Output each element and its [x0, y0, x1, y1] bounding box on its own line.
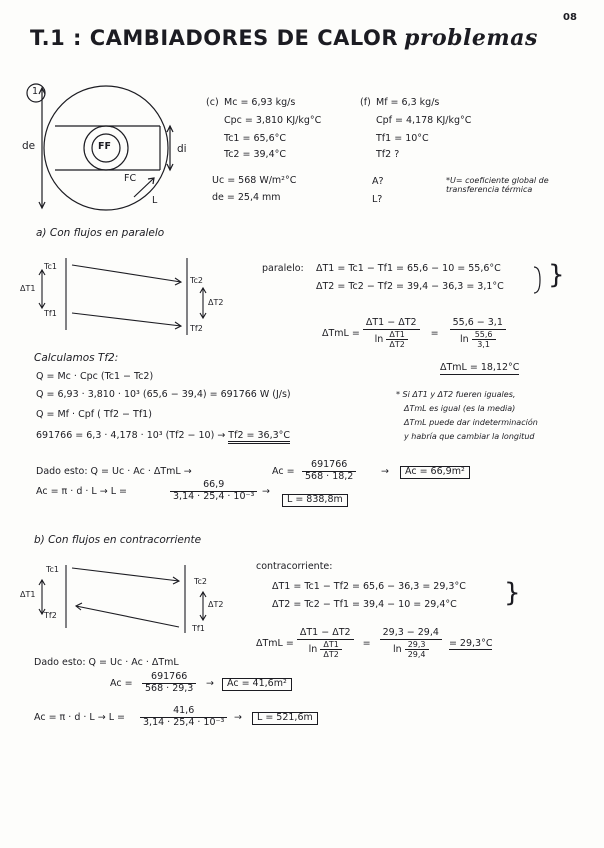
hot-de: de = 25,4 mm — [212, 192, 281, 203]
pa-frac1-den — [363, 330, 420, 349]
title-main: T.1 : CAMBIADORES DE CALOR — [30, 26, 399, 50]
pb-frac2-inner — [405, 640, 429, 659]
pa-frac1-num: ΔT1 − ΔT2 — [363, 318, 420, 330]
pb-l-frac — [140, 706, 227, 729]
pa-ac-formula: Ac = π · d · L → L = — [36, 486, 127, 497]
pa-q4 — [36, 431, 290, 442]
pa-frac2-inner-num: 55,6 — [472, 330, 496, 340]
pb-dt2-eq: ΔT2 = Tc2 − Tf1 = 39,4 − 10 = 29,4°C — [272, 599, 457, 610]
pa-ac-num: 691766 — [302, 460, 356, 472]
pb-frac1-ln: ln — [308, 644, 318, 656]
pb-frac1-den — [297, 640, 354, 659]
hot-tag-text: c — [209, 97, 215, 108]
pb-l-num: 41,6 — [140, 706, 227, 718]
pa-note-1: * Si ΔT1 y ΔT2 fueren iguales, — [396, 390, 516, 399]
pa-equals: = — [430, 328, 439, 340]
pb-frac2-ln: ln — [393, 644, 402, 656]
pb-l-result: L = 521,6m — [252, 712, 318, 725]
pb-ac-label: Ac = — [110, 678, 133, 689]
pa-frac2-den — [450, 330, 506, 349]
problem-number: 1 — [32, 86, 39, 97]
pb-frac1-inner — [320, 640, 341, 659]
pa-frac2-num: 55,6 − 3,1 — [450, 318, 506, 330]
pb-frac2-num: 29,3 − 29,4 — [380, 628, 442, 640]
label-fc: FC — [124, 173, 137, 184]
pb-dtml-eq — [256, 628, 492, 659]
pb-frac2-inner-den: 29,4 — [407, 650, 426, 660]
pb-l-den: 3,14 · 25,4 · 10⁻³ — [143, 716, 225, 728]
pa-q1: Q = Mc · Cpc (Tc1 − Tc2) — [36, 371, 154, 382]
page-number: 08 — [563, 12, 577, 23]
pb-tc1: Tc1 — [46, 565, 60, 574]
pa-dtml-label: ΔTmL = — [322, 328, 360, 340]
pa-tf2-result: Tf2 = 36,3°C — [228, 430, 290, 444]
cold-tf2: Tf2 ? — [376, 149, 400, 160]
pa-brace: } — [548, 260, 565, 290]
hot-tc1: Tc1 = 65,6°C — [224, 133, 286, 144]
hot-uc: Uc = 568 W/m²°C — [212, 175, 297, 186]
pa-arrow-2: → — [262, 486, 270, 497]
pa-frac1 — [363, 318, 420, 349]
pa-frac2 — [450, 318, 506, 349]
label-di: di — [177, 143, 187, 155]
pa-dtml-result: ΔTmL = 18,12°C — [440, 362, 520, 373]
pa-ac-frac — [302, 460, 356, 483]
pb-ac-result: Ac = 41,6m² — [222, 678, 292, 691]
pa-tf2: Tf2 — [190, 324, 203, 333]
pb-tf2: Tf2 — [44, 611, 57, 620]
pb-frac1 — [297, 628, 354, 659]
pa-l-result: L = 838,8m — [282, 494, 348, 507]
pb-ac-den: 568 · 29,3 — [145, 682, 194, 694]
pb-dt2: ΔT2 — [208, 600, 224, 609]
pb-ac-num: 691766 — [142, 672, 196, 684]
counterflow-diagram — [39, 565, 206, 633]
pa-ac-den: 568 · 18,2 — [305, 470, 354, 482]
pa-dt1: ΔT1 — [20, 284, 36, 293]
pa-note-2: ΔTmL es igual (es la media) — [404, 404, 516, 413]
part-b-heading: b) Con flujos en contracorriente — [34, 534, 202, 546]
hot-cpc: Cpc = 3,810 KJ/kg°C — [224, 115, 322, 126]
pa-note-4: y habría que cambiar la longitud — [404, 432, 535, 441]
pa-frac1-ln: ln — [374, 334, 384, 346]
cold-fluid-tag: (f) — [360, 97, 371, 108]
pa-dt2-eq: ΔT2 = Tc2 − Tf2 = 39,4 − 36,3 = 3,1°C — [316, 281, 504, 292]
pb-arrow-2: → — [234, 712, 242, 723]
pa-l-den: 3,14 · 25,4 · 10⁻³ — [173, 490, 255, 502]
pa-l-num: 66,9 — [170, 480, 257, 492]
pa-q2: Q = 6,93 · 3,810 · 10³ (65,6 − 39,4) = 691766 W (J/s) — [36, 389, 291, 400]
cold-mf: Mf = 6,3 kg/s — [376, 97, 440, 108]
pb-arrow: → — [206, 678, 214, 689]
pa-frac2-inner-den: 3,1 — [477, 340, 490, 350]
pa-note-3: ΔTmL puede dar indeterminación — [404, 418, 538, 427]
pb-dt1: ΔT1 — [20, 590, 36, 599]
label-ff: FF — [98, 141, 111, 152]
part-a-heading: a) Con flujos en paralelo — [36, 227, 165, 239]
pb-ac-formula: Ac = π · d · L → L = — [34, 712, 125, 723]
pb-tc2: Tc2 — [194, 577, 208, 586]
hot-fluid-tag: (c) — [206, 97, 219, 108]
pb-frac2 — [380, 628, 442, 659]
pa-arrow: → — [381, 466, 389, 477]
pa-q3: Q = Mf · Cpf ( Tf2 − Tf1) — [36, 409, 152, 420]
pa-tc2: Tc2 — [190, 276, 204, 285]
cold-tag-text: f — [363, 97, 368, 108]
pa-frac2-inner — [472, 330, 496, 349]
pa-q4-text: 691766 = 6,3 · 4,178 · 10³ (Tf2 − 10) → — [36, 430, 229, 441]
pb-frac1-num: ΔT1 − ΔT2 — [297, 628, 354, 640]
pa-tf1: Tf1 — [44, 309, 57, 318]
pa-ac-fraction — [302, 460, 356, 483]
pa-tc1: Tc1 — [44, 262, 58, 271]
pa-l-frac — [170, 480, 257, 503]
pa-dato-label: Dado esto: Q = Uc · Ac · ΔTmL → — [36, 466, 192, 477]
hot-mc: Mc = 6,93 kg/s — [224, 97, 296, 108]
title-word: problemas — [404, 25, 538, 51]
cold-a: A? — [372, 176, 384, 187]
pb-l-fraction — [140, 706, 227, 729]
pb-dato-label: Dado esto: Q = Uc · Ac · ΔTmL — [34, 657, 179, 668]
label-de: de — [22, 140, 36, 152]
label-l: L — [152, 195, 158, 206]
pb-ac-frac — [142, 672, 196, 695]
pb-ac-fraction — [142, 672, 196, 695]
cold-cpf: Cpf = 4,178 KJ/kg°C — [376, 115, 472, 126]
pb-frac2-inner-num: 29,3 — [405, 640, 429, 650]
pa-calc-title: Calculamos Tf2: — [34, 352, 119, 364]
pb-frac2-den — [380, 640, 442, 659]
cold-l: L? — [372, 194, 383, 205]
hot-tc2: Tc2 = 39,4°C — [224, 149, 286, 160]
pa-dtml-eq — [322, 318, 506, 349]
pb-brace: } — [504, 578, 521, 608]
pb-contra-label: contracorriente: — [256, 561, 333, 572]
pb-equals: = — [362, 638, 371, 650]
pa-dt1-eq: ΔT1 = Tc1 − Tf1 = 65,6 − 10 = 55,6°C — [316, 263, 501, 274]
pa-paralelo-label: paralelo: — [262, 263, 304, 274]
pb-frac1-inner-num: ΔT1 — [320, 640, 341, 650]
pb-tf1: Tf1 — [192, 624, 205, 633]
parallel-flow-diagram — [39, 258, 206, 335]
pa-ac-label: Ac = — [272, 466, 295, 477]
cold-tf1: Tf1 = 10°C — [376, 133, 429, 144]
pb-dtml-result: = 29,3°C — [448, 638, 493, 650]
pa-frac2-ln: ln — [459, 334, 469, 346]
note-u: *U= coeficiente global de transferencia térmica — [446, 176, 549, 195]
pa-ac-result: Ac = 66,9m² — [400, 466, 470, 479]
pb-dt1-eq: ΔT1 = Tc1 − Tf2 = 65,6 − 36,3 = 29,3°C — [272, 581, 466, 592]
pb-dtml-label: ΔTmL = — [256, 638, 294, 650]
pa-l-fraction — [170, 480, 257, 503]
pa-dt2: ΔT2 — [208, 298, 224, 307]
pa-frac1-inner — [386, 330, 407, 349]
pa-frac1-inner-num: ΔT1 — [386, 330, 407, 340]
pa-frac1-inner-den: ΔT2 — [389, 340, 405, 350]
pb-frac1-inner-den: ΔT2 — [323, 650, 339, 660]
